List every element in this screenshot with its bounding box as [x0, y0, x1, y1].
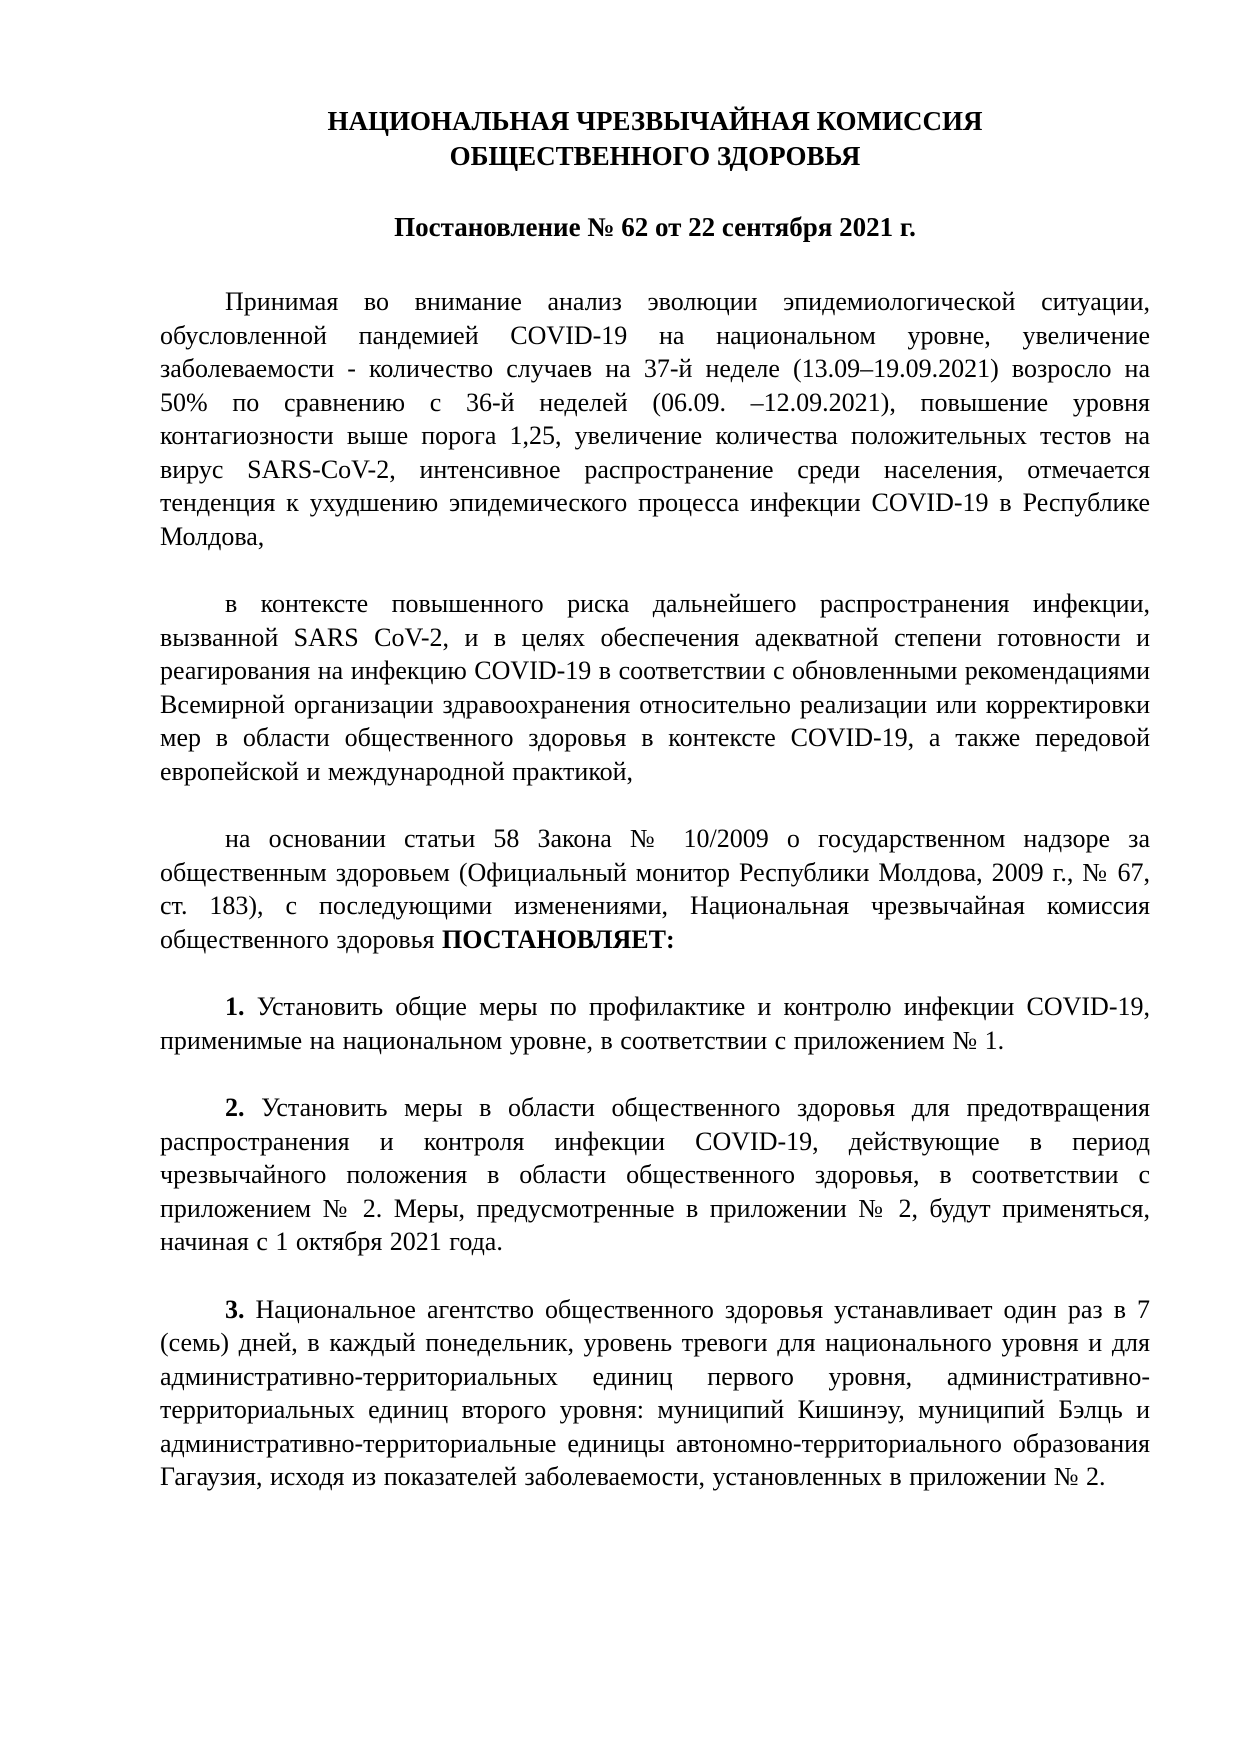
- preamble-paragraph-3: [160, 822, 1150, 956]
- preamble-paragraph-1: Принимая во внимание анализ эволюции эпидемиологической ситуации, обусловленной пандемией COVID-19 на национальном уровне, увеличение заболеваемости - количество случаев на 37-й неделе (13.09–19.09.2021) возросло на 50% по сравнению с 36-й неделей (06.09. –12.09.2021), повышение уровня контагиозности выше порога 1,25, увеличение количества положительных тестов на вирус SARS-CoV-2, интенсивное распространение среди населения, отмечается тенденция к ухудшению эпидемического процесса инфекции COVID-19 в Республике Молдова,: [160, 287, 1150, 551]
- resolution-verb: ПОСТАНОВЛЯЕТ:: [441, 924, 675, 954]
- item-text-3: Национальное агентство общественного здоровья устанавливает один раз в 7 (семь) дней, в каждый понедельник, уровень тревоги для национального уровня и для административно-территориальных единиц первого уровня, административно-территориальных единиц второго уровня: муниципий Кишинэу, муниципий Бэлць и административно-территориальные единицы автономно-территориального образования Гагаузия, исходя из показателей заболеваемости, установленных в приложении № 2.: [160, 1294, 1150, 1491]
- item-text-2: Установить меры в области общественного здоровья для предотвращения распространения и контроля инфекции COVID-19, действующие в период чрезвычайного положения в области общественного здоровья, в соответствии с приложением № 2. Меры, предусмотренные в приложении № 2, будут применяться, начиная с 1 октября 2021 года.: [160, 1093, 1150, 1256]
- document-title-line1: НАЦИОНАЛЬНАЯ ЧРЕЗВЫЧАЙНАЯ КОМИССИЯ: [327, 106, 983, 136]
- item-text-1: Установить общие меры по профилактике и контролю инфекции COVID-19, применимые на национальном уровне, в соответствии с приложением № 1.: [160, 992, 1150, 1055]
- document-title-line2: ОБЩЕСТВЕННОГО ЗДОРОВЬЯ: [449, 141, 861, 171]
- document-title: [160, 104, 1150, 174]
- item-number-2: 2.: [225, 1093, 245, 1122]
- preamble-paragraph-3-text: на основании статьи 58 Закона № 10/2009 о государственном надзоре за общественным здоровьем (Официальный монитор Республики Молдова, 2009 г., № 67, ст. 183), с последующими изменениями, Национальная чрезвычайная комиссия общественного здоровья: [160, 824, 1150, 954]
- preamble-paragraph-2: в контексте повышенного риска дальнейшего распространения инфекции, вызванной SARS CoV-2, и в целях обеспечения адекватной степени готовности и реагирования на инфекцию COVID-19 в соответствии с обновленными рекомендациями Всемирной организации здравоохранения относительно реализации или корректировки мер в области общественного здоровья в контексте COVID-19, а также передовой европейской и международной практикой,: [160, 589, 1150, 786]
- item-number-1: 1.: [225, 992, 245, 1021]
- resolution-item-1: [160, 990, 1150, 1057]
- item-number-3: 3.: [225, 1294, 245, 1324]
- decree-number-heading: Постановление № 62 от 22 сентября 2021 г.: [394, 212, 916, 242]
- resolution-item-3: [160, 1293, 1150, 1494]
- resolution-item-2: [160, 1091, 1150, 1259]
